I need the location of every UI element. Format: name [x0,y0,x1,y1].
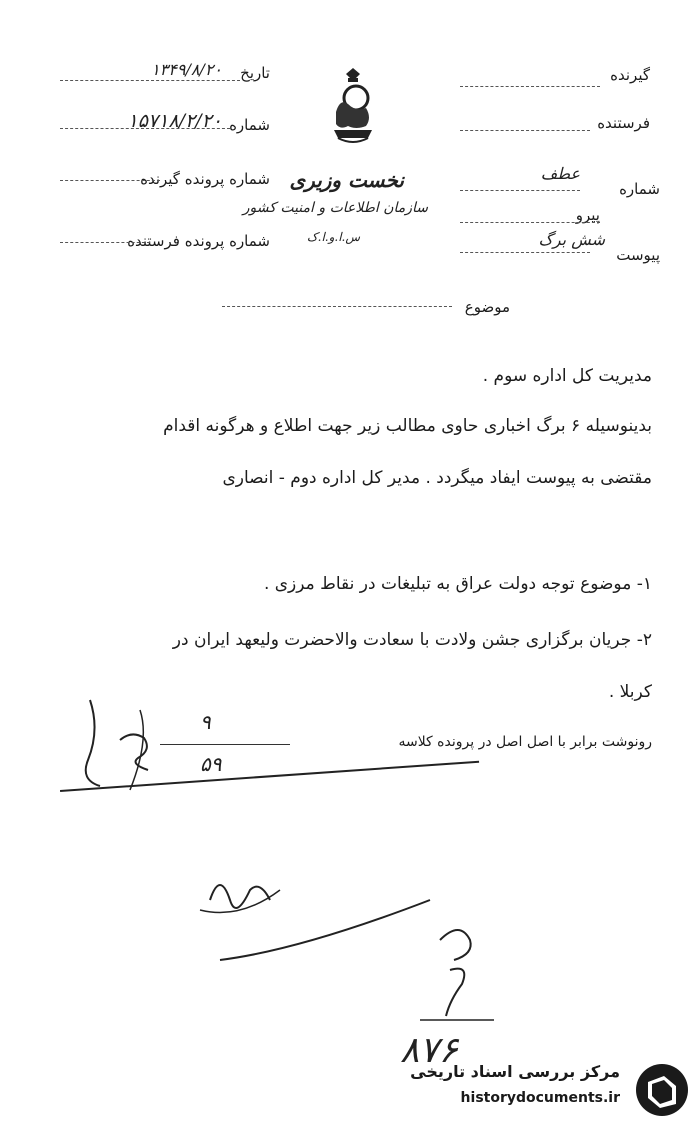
attachment-value: شش برگ [538,230,605,249]
body-line-1: بدینوسیله ۶ برگ اخباری حاوی مطالب زیر جهت اطلاع و هرگونه اقدام [163,416,652,436]
page-number-handwritten: ۸۷۶ [400,1030,459,1071]
date-dotted-line [60,80,240,81]
archive-logo-icon [634,1062,690,1118]
recipient-file-number-label: شماره پرونده گیرنده [140,170,270,188]
subject-label: موضوع [464,298,510,316]
reference-dotted-line [460,190,580,191]
file-fraction-denominator: ۵۹ [200,752,222,776]
office-title-prime-ministry: نخست وزیری [289,168,404,192]
file-fraction-numerator: ۹ [200,710,211,734]
sender-dotted-line [460,130,590,131]
office-title-savak: سازمان اطلاعات و امنیت کشور [242,200,428,216]
date-value: ۱۳۴۹/۸/۲۰ [151,60,222,79]
reference-number-label: شماره [619,180,660,198]
list-item-2-continued: کربلا . [608,682,652,702]
archive-watermark [408,1056,698,1120]
list-item-2: ۲- جریان برگزاری جشن ولادت با سعادت والاحضرت ولیعهد ایران در [172,630,652,650]
letter-number-value: ۱۵۷۱۸/۲/۲۰ [127,110,222,132]
date-label: تاریخ [240,64,270,82]
copy-note-rule [160,744,290,745]
addressee-line: مدیریت کل اداره سوم . [482,366,652,386]
subject-dotted-line [222,306,452,307]
follow-label: پیرو [575,206,600,224]
sender-file-dotted-line [60,242,150,243]
office-title-abbreviation: س.ا.و.ا.ک [306,230,360,244]
handwritten-marginal-signature [60,690,170,820]
sender-label: فرستنده [597,114,650,132]
attachment-label: پیوست [616,246,660,264]
lion-and-sun-emblem-icon [326,68,380,148]
recipient-dotted-line [460,86,600,87]
sender-file-number-label: شماره پرونده فرستنده [127,232,270,250]
recipient-label: گیرنده [610,66,650,84]
watermark-url: historydocuments.ir [460,1090,620,1106]
follow-dotted-line [460,222,600,223]
reference-number-value: عطف [540,164,580,183]
copy-conformity-note: رونوشت برابر با اصل اصل در پرونده کلاسه [398,734,652,750]
letter-number-dotted-line [60,128,230,129]
body-line-2: مقتضی به پیوست ایفاد میگردد . مدیر کل اداره دوم - انصاری [222,468,652,488]
list-item-1: ۱- موضوع توجه دولت عراق به تبلیغات در نقاط مرزی . [263,574,652,594]
handwritten-signature [180,860,440,980]
recipient-file-dotted-line [60,180,160,181]
letter-number-label: شماره [229,116,270,134]
handwritten-initials [410,920,500,1030]
attachment-dotted-line [460,252,590,253]
watermark-title: مرکز بررسی اسناد تاریخی [410,1062,620,1081]
